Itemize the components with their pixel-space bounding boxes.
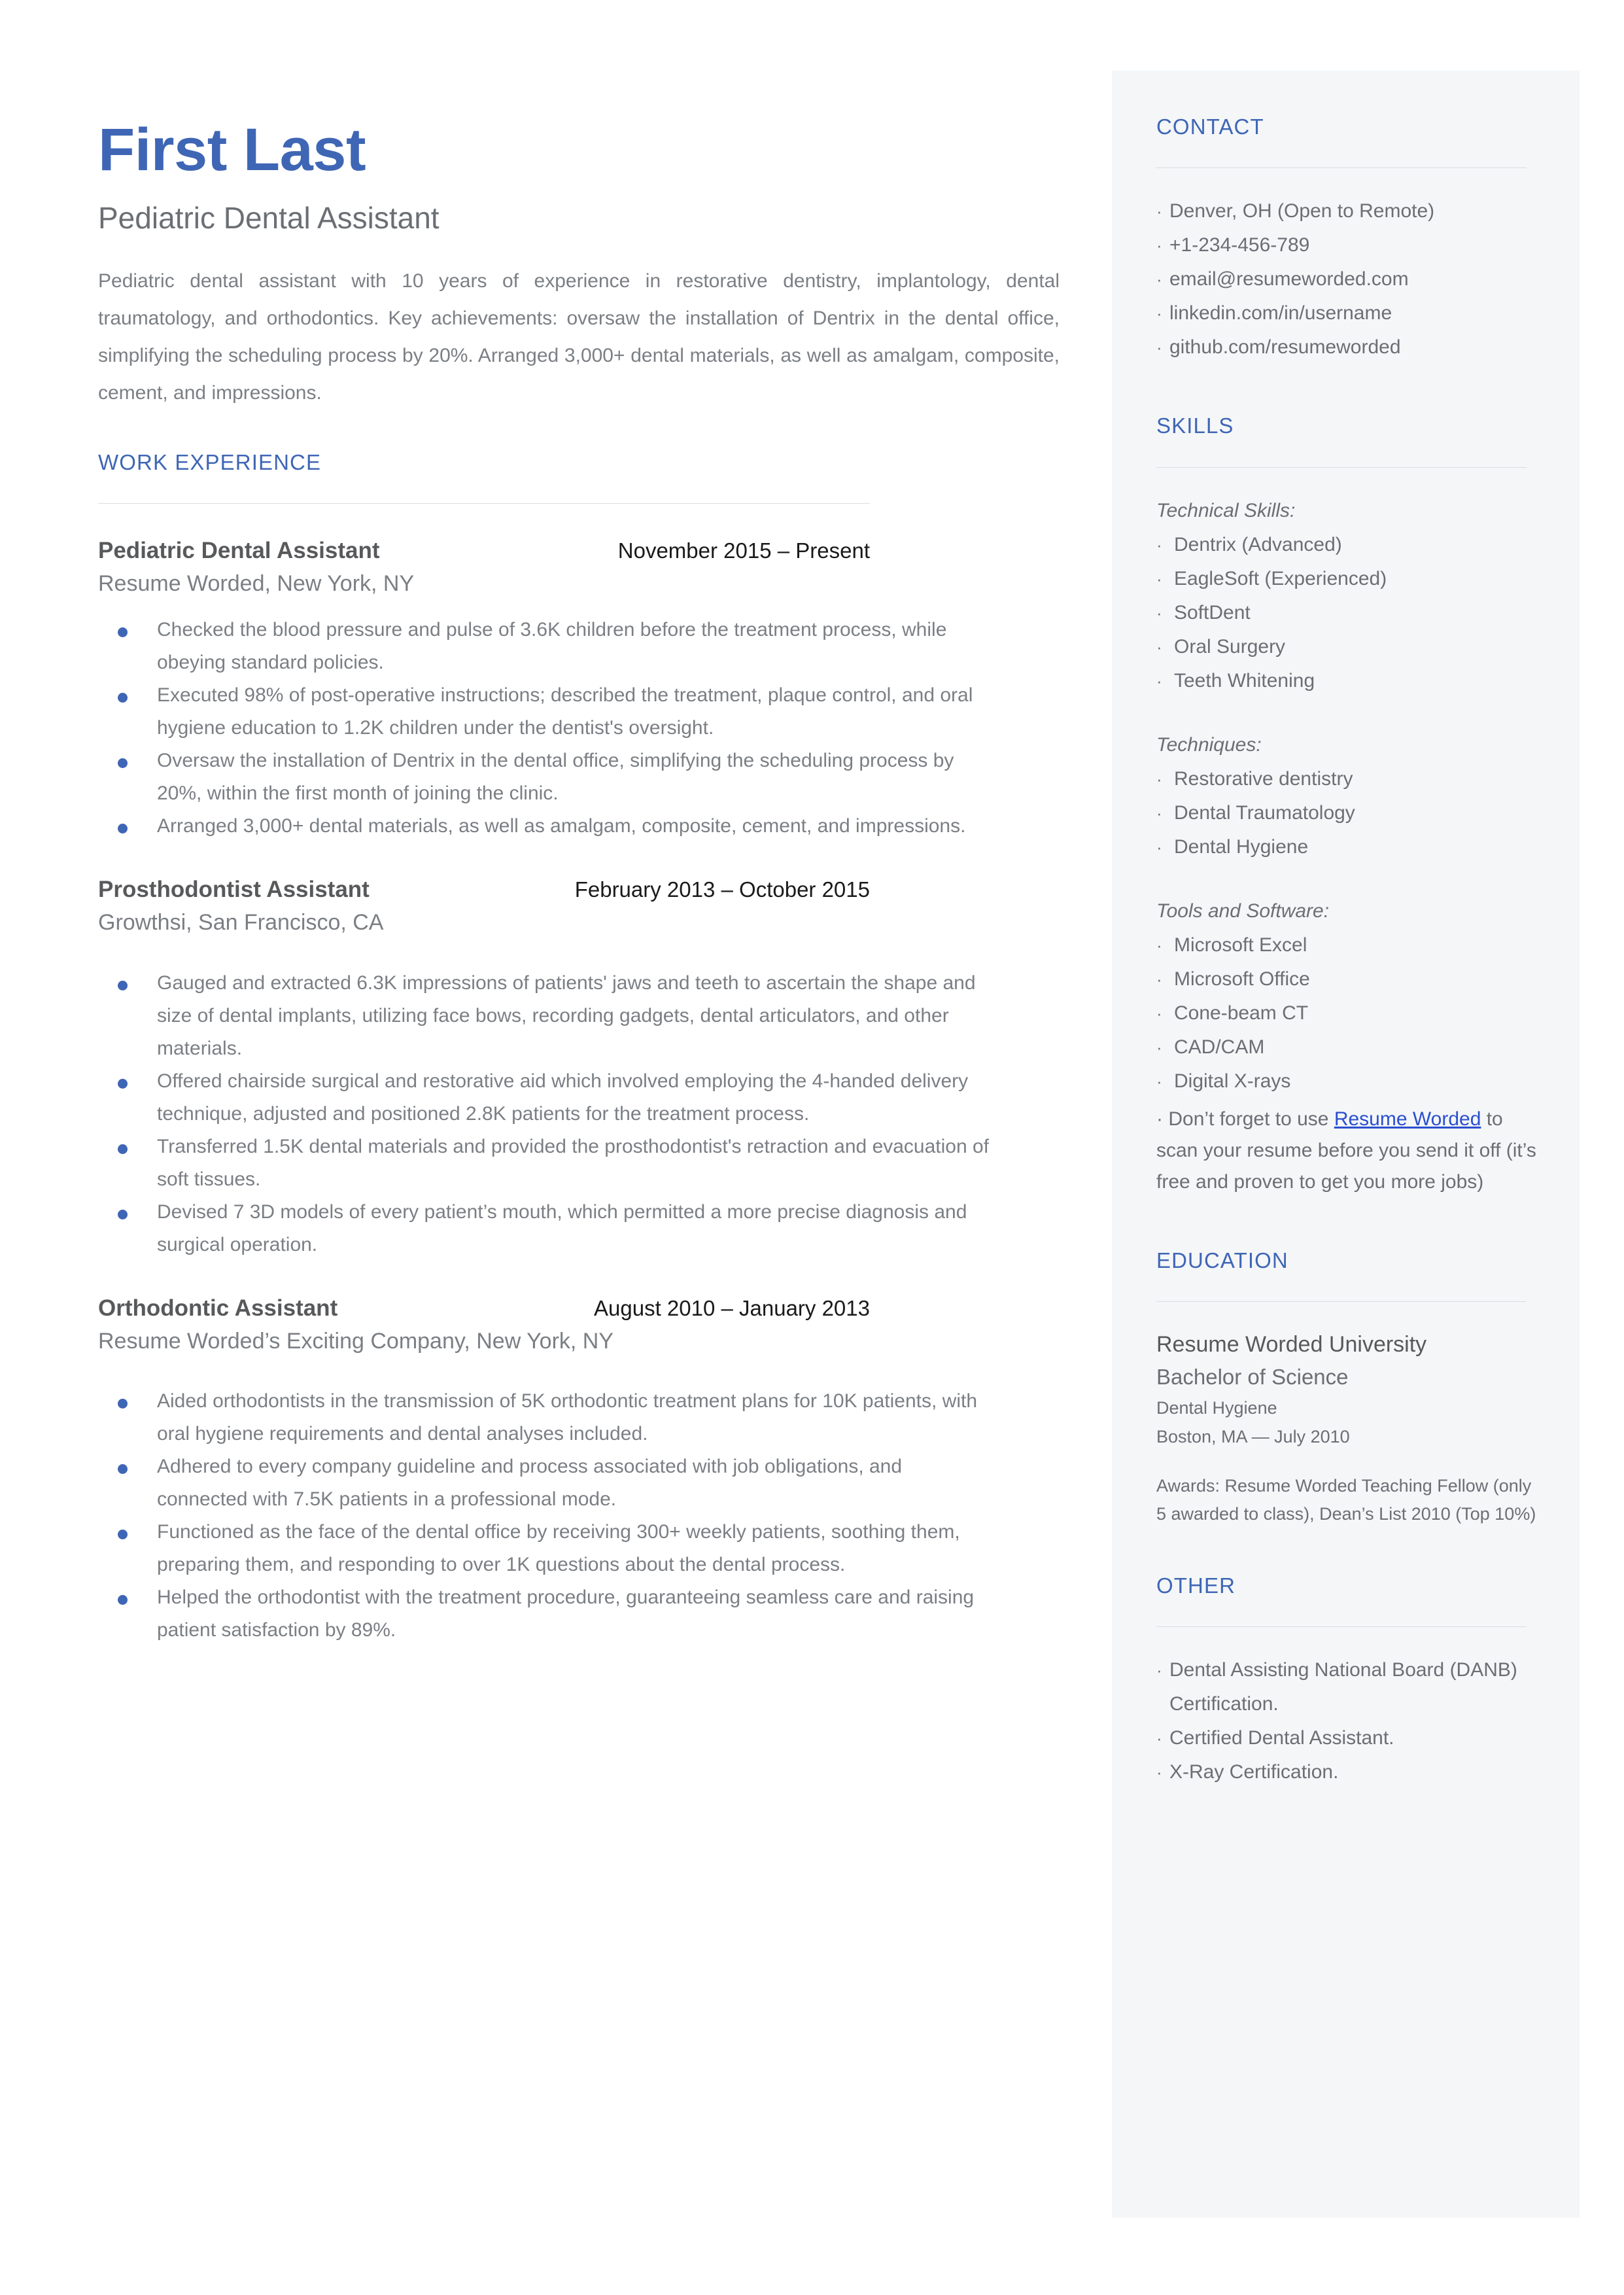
bullet-icon: · — [1156, 338, 1162, 358]
other-item-label: X-Ray Certification. — [1169, 1761, 1339, 1783]
skill-group-label: Technical Skills: — [1156, 499, 1296, 521]
bullet-icon: · — [1156, 201, 1162, 222]
skills-heading: SKILLS — [1156, 413, 1234, 438]
job-bullet: Devised 7 3D models of every patient’s mouth, which permitted a more precise diagnosis and surgical operation. — [98, 1196, 994, 1261]
skill-item-label: Dental Hygiene — [1174, 835, 1309, 858]
job-company: Growthsi, San Francisco, CA — [98, 909, 384, 935]
bullet-icon: · — [1156, 1762, 1162, 1783]
skill-list — [1156, 762, 1546, 864]
bullet-icon: · — [1156, 769, 1162, 789]
job-bullet: Helped the orthodontist with the treatment procedure, guaranteeing seamless care and raising patient satisfaction by 89%. — [98, 1581, 994, 1647]
other-heading: OTHER — [1156, 1573, 1235, 1598]
skill-item — [1156, 830, 1546, 864]
other-item — [1156, 1653, 1546, 1721]
job-bullet: Gauged and extracted 6.3K impressions of patients' jaws and teeth to ascertain the shape and size of dental implants, utilizing face bows, recording gadgets, dental articulators, and other materials. — [98, 967, 994, 1065]
contact-item-label: Denver, OH (Open to Remote) — [1169, 200, 1435, 222]
bullet-icon: · — [1156, 1003, 1162, 1023]
skill-item-label: Teeth Whitening — [1174, 669, 1315, 692]
job-header-row — [98, 538, 870, 564]
bullet-icon: · — [1156, 803, 1162, 823]
job-entry — [98, 877, 1060, 1261]
promo-text-before: Don’t forget to use — [1168, 1108, 1334, 1130]
bullet-icon: · — [1156, 1037, 1162, 1057]
skill-item — [1156, 1064, 1546, 1098]
work-experience-list — [98, 538, 1060, 1647]
other-list — [1156, 1653, 1546, 1789]
job-entry — [98, 1295, 1060, 1647]
bullet-icon: · — [1156, 935, 1162, 955]
skill-group — [1156, 728, 1546, 864]
bullet-icon: · — [1156, 534, 1162, 555]
job-header-row — [98, 877, 870, 903]
other-divider — [1156, 1626, 1527, 1627]
job-title: Prosthodontist Assistant — [98, 876, 370, 902]
contact-item-label: github.com/resumeworded — [1169, 336, 1401, 359]
skill-list — [1156, 928, 1546, 1098]
skill-item — [1156, 664, 1546, 698]
skill-group-label: Tools and Software: — [1156, 900, 1330, 922]
work-experience-divider — [98, 503, 870, 504]
job-company: Resume Worded’s Exciting Company, New York, NY — [98, 1328, 614, 1354]
skill-item-label: Digital X-rays — [1174, 1070, 1291, 1092]
skill-item — [1156, 762, 1546, 796]
bullet-icon: · — [1156, 236, 1162, 256]
education-location-date: Boston, MA — July 2010 — [1156, 1426, 1350, 1446]
skill-item — [1156, 962, 1546, 996]
job-bullet: Checked the blood pressure and pulse of 3.6K children before the treatment process, while obeying standard policies. — [98, 614, 994, 679]
main-column — [98, 0, 1060, 1647]
job-bullet: Offered chairside surgical and restorative aid which involved employing the 4-handed delivery technique, adjusted and positioned 2.8K patients for the treatment process. — [98, 1065, 994, 1130]
skill-item-label: Microsoft Excel — [1174, 934, 1307, 956]
contact-item-label: email@resumeworded.com — [1169, 268, 1409, 290]
skill-item — [1156, 1030, 1546, 1064]
promo-bullet: · — [1156, 1108, 1163, 1130]
bullet-icon: · — [1156, 1728, 1162, 1749]
job-entry — [98, 538, 1060, 843]
skill-item — [1156, 928, 1546, 962]
education-divider — [1156, 1301, 1527, 1302]
job-bullet-list — [98, 1385, 1060, 1647]
education-heading: EDUCATION — [1156, 1248, 1288, 1272]
job-bullet: Executed 98% of post-operative instructions; described the treatment, plaque control, and oral hygiene education to 1.2K children under the dentist's oversight. — [98, 679, 994, 745]
skill-item — [1156, 796, 1546, 830]
skill-item — [1156, 996, 1546, 1030]
work-experience-heading: WORK EXPERIENCE — [98, 449, 322, 474]
job-bullet: Oversaw the installation of Dentrix in the dental office, simplifying the scheduling process by 20%, within the first month of joining the clinic. — [98, 745, 994, 810]
other-section — [1156, 1574, 1546, 1789]
contact-list — [1156, 194, 1546, 364]
other-item-label: Dental Assisting National Board (DANB) Certification. — [1169, 1659, 1517, 1715]
skill-group — [1156, 494, 1546, 698]
promo-text-after: to scan your resume before you send it off (it’s free and proven to get you more jobs) — [1156, 1108, 1536, 1193]
education-section — [1156, 1249, 1546, 1528]
education-degree: Bachelor of Science — [1156, 1364, 1349, 1389]
education-field: Dental Hygiene — [1156, 1397, 1277, 1418]
skill-item-label: EagleSoft (Experienced) — [1174, 567, 1387, 589]
bullet-icon: · — [1156, 837, 1162, 857]
other-item — [1156, 1721, 1546, 1755]
contact-item-label: +1-234-456-789 — [1169, 234, 1310, 256]
skill-group-spacer — [1156, 698, 1546, 728]
skill-item — [1156, 596, 1546, 630]
skill-item-label: Dentrix (Advanced) — [1174, 533, 1342, 555]
job-header-row — [98, 1295, 870, 1322]
skills-divider — [1156, 467, 1527, 468]
job-dates: November 2015 – Present — [617, 538, 870, 563]
job-dates: August 2010 – January 2013 — [594, 1295, 870, 1320]
job-bullet: Aided orthodontists in the transmission of 5K orthodontic treatment plans for 10K patients, with oral hygiene requirements and dental analyses included. — [98, 1385, 994, 1450]
skills-groups — [1156, 494, 1546, 1098]
skills-section — [1156, 414, 1546, 1197]
skill-item-label: SoftDent — [1174, 601, 1251, 623]
contact-item — [1156, 296, 1546, 330]
job-dates: February 2013 – October 2015 — [574, 877, 870, 902]
contact-item — [1156, 194, 1546, 228]
job-bullet-list — [98, 967, 1060, 1261]
bullet-icon: · — [1156, 603, 1162, 623]
skill-group-label: Techniques: — [1156, 733, 1262, 756]
education-awards: Awards: Resume Worded Teaching Fellow (only 5 awarded to class), Dean’s List 2010 (Top 10%) — [1156, 1475, 1536, 1524]
bullet-icon: · — [1156, 969, 1162, 989]
contact-item — [1156, 330, 1546, 364]
skill-item — [1156, 528, 1546, 562]
job-bullet: Functioned as the face of the dental office by receiving 300+ weekly patients, soothing them, preparing them, and responding to over 1K questions about the dental process. — [98, 1516, 994, 1581]
bullet-icon: · — [1156, 304, 1162, 324]
job-bullet-list — [98, 614, 1060, 843]
skill-item-label: Microsoft Office — [1174, 968, 1310, 990]
sidebar — [1112, 71, 1580, 2218]
skill-item-label: Dental Traumatology — [1174, 801, 1355, 824]
resume-worded-link[interactable]: Resume Worded — [1334, 1108, 1481, 1130]
job-bullet: Transferred 1.5K dental materials and provided the prosthodontist's retraction and evacuation of soft tissues. — [98, 1130, 994, 1196]
bullet-icon: · — [1156, 270, 1162, 290]
other-item-label: Certified Dental Assistant. — [1169, 1727, 1394, 1749]
candidate-headline: Pediatric Dental Assistant — [98, 201, 440, 235]
bullet-icon: · — [1156, 671, 1162, 691]
skill-item — [1156, 562, 1546, 596]
resume-worded-promo — [1156, 1104, 1546, 1198]
skill-item-label: Restorative dentistry — [1174, 767, 1353, 790]
other-item — [1156, 1755, 1546, 1789]
contact-item — [1156, 262, 1546, 296]
job-title: Orthodontic Assistant — [98, 1295, 338, 1321]
skill-list — [1156, 528, 1546, 698]
professional-summary: Pediatric dental assistant with 10 years of experience in restorative dentistry, implantology, dental traumatology, and orthodontics. Key achievements: oversaw the installation of Dentrix in the dental office, simplifying the scheduling process by 20%. Arranged 3,000+ dental materials, as well as amalgam, composite, cement, and impressions. — [98, 270, 1060, 404]
contact-divider — [1156, 167, 1527, 168]
education-school: Resume Worded University — [1156, 1331, 1427, 1357]
contact-section — [1156, 115, 1546, 364]
skill-group-spacer — [1156, 864, 1546, 894]
contact-item-label: linkedin.com/in/username — [1169, 302, 1392, 324]
job-title: Pediatric Dental Assistant — [98, 537, 380, 563]
candidate-name: First Last — [98, 116, 366, 183]
job-bullet: Adhered to every company guideline and process associated with job obligations, and connected with 7.5K patients in a professional mode. — [98, 1450, 994, 1516]
skill-item-label: Cone-beam CT — [1174, 1002, 1309, 1024]
bullet-icon: · — [1156, 569, 1162, 589]
skill-item-label: Oral Surgery — [1174, 635, 1286, 657]
bullet-icon: · — [1156, 1660, 1162, 1681]
contact-item — [1156, 228, 1546, 262]
job-bullet: Arranged 3,000+ dental materials, as well as amalgam, composite, cement, and impressions. — [98, 810, 994, 843]
bullet-icon: · — [1156, 1071, 1162, 1091]
job-company: Resume Worded, New York, NY — [98, 570, 415, 596]
bullet-icon: · — [1156, 637, 1162, 657]
skill-group — [1156, 894, 1546, 1098]
skill-item — [1156, 630, 1546, 664]
contact-heading: CONTACT — [1156, 114, 1264, 139]
skill-item-label: CAD/CAM — [1174, 1036, 1265, 1058]
